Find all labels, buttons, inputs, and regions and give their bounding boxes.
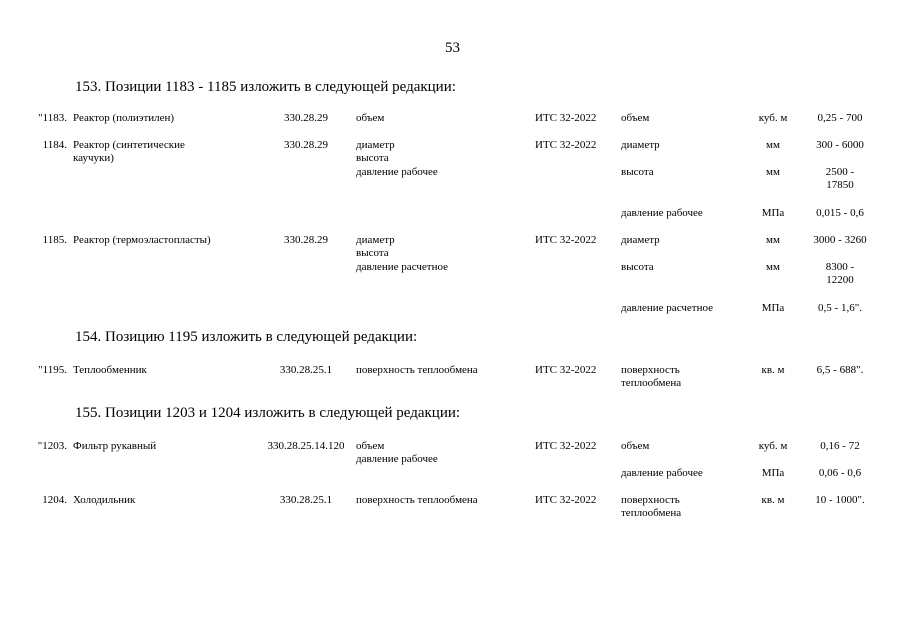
equipment-name: Фильтр рукавный (73, 440, 157, 452)
equipment-name: Реактор (полиэтилен) (73, 112, 175, 124)
equipment-name: Реактор (синтетические (73, 139, 185, 151)
position-number: "1195. (38, 364, 67, 376)
parameter: давление рабочее (356, 453, 438, 465)
unit: МПа (761, 467, 785, 479)
parameter: давление расчетное (356, 261, 448, 273)
value-range: 17850 (826, 179, 854, 191)
value-range: 3000 - 3260 (813, 234, 867, 246)
value-range: 2500 - (825, 166, 855, 178)
its-reference: ИТС 32-2022 (535, 364, 597, 376)
position-number: 1184. (42, 139, 67, 151)
characteristic-param: диаметр (621, 139, 660, 151)
parameter: объем (356, 112, 385, 124)
unit: кв. м (761, 494, 785, 506)
value-range: 0,015 - 0,6 (816, 207, 864, 219)
equipment-name: каучуки) (73, 152, 114, 164)
characteristic-param: теплообмена (621, 377, 682, 389)
unit: кв. м (761, 364, 785, 376)
unit: МПа (761, 207, 785, 219)
parameter: диаметр (356, 139, 395, 151)
unit: МПа (761, 302, 785, 314)
okpd-code: 330.28.29 (284, 234, 328, 246)
okpd-code: 330.28.29 (284, 112, 328, 124)
parameter: диаметр (356, 234, 395, 246)
equipment-name: Теплообменник (73, 364, 147, 376)
value-range: 0,16 - 72 (820, 440, 860, 452)
unit: мм (766, 234, 780, 246)
page-number: 53 (445, 40, 460, 56)
characteristic-param: высота (621, 166, 654, 178)
its-reference: ИТС 32-2022 (535, 112, 597, 124)
position-number: "1183. (38, 112, 67, 124)
value-range: 0,5 - 1,6". (818, 302, 862, 314)
value-range: 6,5 - 688". (816, 364, 864, 376)
characteristic-param: давление рабочее (621, 467, 703, 479)
parameter: высота (356, 247, 389, 259)
value-range: 0,25 - 700 (817, 112, 863, 124)
unit: куб. м (758, 112, 788, 124)
its-reference: ИТС 32-2022 (535, 234, 597, 246)
its-reference: ИТС 32-2022 (535, 440, 597, 452)
unit: куб. м (758, 440, 788, 452)
equipment-name: Реактор (термоэластопласты) (73, 234, 211, 246)
characteristic-param: давление рабочее (621, 207, 703, 219)
section-heading-155: 155. Позиции 1203 и 1204 изложить в следующей редакции: (75, 405, 461, 421)
unit: мм (766, 139, 780, 151)
value-range: 12200 (826, 274, 854, 286)
unit: мм (766, 166, 780, 178)
characteristic-param: давление расчетное (621, 302, 713, 314)
okpd-code: 330.28.29 (284, 139, 328, 151)
section-heading-153: 153. Позиции 1183 - 1185 изложить в следующей редакции: (75, 79, 456, 95)
its-reference: ИТС 32-2022 (535, 139, 597, 151)
characteristic-param: объем (621, 440, 650, 452)
value-range: 0,06 - 0,6 (818, 467, 862, 479)
unit: мм (766, 261, 780, 273)
okpd-code: 330.28.25.14.120 (267, 440, 345, 452)
equipment-name: Холодильник (73, 494, 136, 506)
characteristic-param: высота (621, 261, 654, 273)
characteristic-param: теплообмена (621, 507, 682, 519)
parameter: поверхность теплообмена (356, 494, 478, 506)
parameter: поверхность теплообмена (356, 364, 478, 376)
okpd-code: 330.28.25.1 (279, 494, 333, 506)
section-heading-154: 154. Позицию 1195 изложить в следующей редакции: (75, 329, 418, 345)
characteristic-param: поверхность (621, 494, 680, 506)
parameter: объем (356, 440, 385, 452)
characteristic-param: поверхность (621, 364, 680, 376)
value-range: 10 - 1000". (815, 494, 865, 506)
characteristic-param: диаметр (621, 234, 660, 246)
position-number: 1185. (42, 234, 67, 246)
its-reference: ИТС 32-2022 (535, 494, 597, 506)
okpd-code: 330.28.25.1 (279, 364, 333, 376)
parameter: высота (356, 152, 389, 164)
parameter: давление рабочее (356, 166, 438, 178)
characteristic-param: объем (621, 112, 650, 124)
value-range: 300 - 6000 (816, 139, 864, 151)
value-range: 8300 - (825, 261, 855, 273)
position-number: 1204. (42, 494, 67, 506)
position-number: "1203. (37, 440, 67, 452)
